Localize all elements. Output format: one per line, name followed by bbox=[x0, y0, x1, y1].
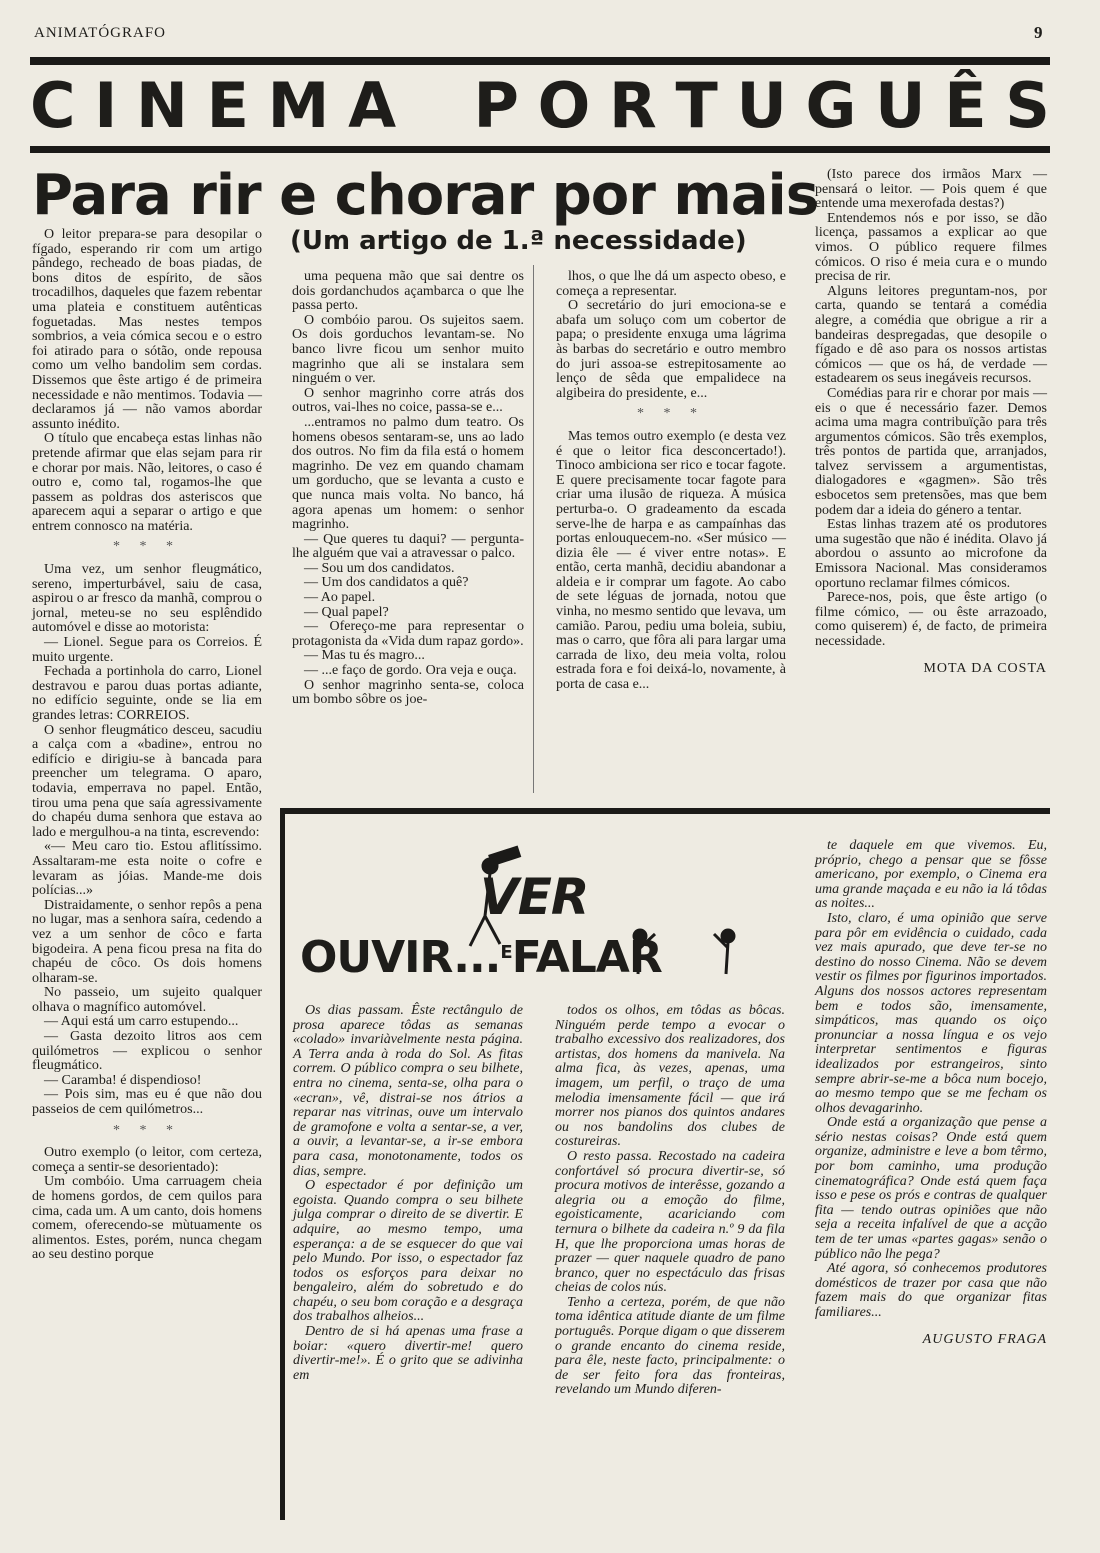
section-title-letter: P bbox=[473, 69, 519, 142]
paragraph: todos os olhos, em tôdas as bôcas. Ninguém perde tempo a evocar o trabalho excessivo dos realizadores, dos artistas, dos homens da manivela. Na alma fica, às vezes, apenas, uma imagem, um perfil, o traço de uma melodia imensamente fácil — que irá morrer nos pianos dos quintos andares ou nos bandolins dos clubes de costureiras. bbox=[555, 1003, 785, 1150]
column-divider bbox=[533, 265, 534, 793]
vofa-title-ouvir: OUVIR... bbox=[300, 932, 501, 983]
paragraph: * * * bbox=[113, 1122, 181, 1138]
paragraph: Parece-nos, pois, que êste artigo (o filme cómico, — ou êste arrazoado, como quiserem) é, de facto, de primeira necessidade. bbox=[815, 590, 1047, 649]
section-title-letter: Ê bbox=[944, 69, 987, 142]
section-title-letter: O bbox=[537, 69, 591, 142]
paragraph: * * * bbox=[637, 406, 705, 422]
section-title-letter: S bbox=[1005, 69, 1050, 142]
section-title-letter: G bbox=[805, 69, 857, 142]
paragraph: O senhor fleugmático desceu, sacudiu a calça com a «badine», entrou no edifício e dirigiu-se à bancada para preencher um telegrama. O aparo, todavia, emperrava no papel. Então, tirou uma pena que saía agressivamente do chapéu duma senhora que estava ao lado e mergulhou-a na tinta, escrevendo: bbox=[32, 722, 262, 840]
section-title-letter: U bbox=[736, 69, 787, 142]
paragraph: Até agora, só conhecemos produtores domésticos de trazer por casa que não fazem mais do que organizar fitas familiares... bbox=[815, 1261, 1047, 1320]
article2-column-2 bbox=[555, 1004, 785, 1398]
vofa-title-e: E bbox=[500, 942, 512, 963]
paragraph: Estas linhas trazem até os produtores uma sugestão que não é inédita. Olavo já abordou o assunto ao microfone da Emissora Nacional. Mas consideramos oportuno reclamar filmes cómicos. bbox=[815, 517, 1047, 591]
paragraph: Isto, claro, é uma opinião que serve para pôr em evidência o cuidado, cada vez mais apurado, que deve ter-se no destino do nosso Cinema. Não se devem vestir os filmes por figurinos importados. Alguns dos nossos actores representam bem e todos são, imensamente, simpáticos, mas quando os oiço pronunciar a nossa língua e os vejo interpretar sentimentos e figuras idealizados por estrangeiros, sinto sempre abrir-se-me a bôca num bocejo, ao mesmo tempo que se me fecham os olhos devagarinho. bbox=[815, 910, 1047, 1116]
section-title-letter: T bbox=[675, 69, 718, 142]
paragraph: O título que encabeça estas linhas não pretende afirmar que elas sejam para rir e chorar por mais. Não, leitores, o caso é outro e, como tal, rogamos-lhe que passem as poldras dos asteriscos que aparecem aqui a separar o artigo e que entrem connosco na matéria. bbox=[32, 431, 262, 534]
paragraph: O resto passa. Recostado na cadeira confortável só procura divertir-se, só procura motivos de interêsse, gozando a alegria ou a emoção do filme, egoisticamente, acariciando com ternura o bilhete da cadeira n.º 9 da fila H, que lhe proporciona umas horas de prazer — quer naquele quadro de pano branco, quer no espectáculo das frisas cheias de colos nús. bbox=[555, 1148, 785, 1296]
paragraph: No passeio, um sujeito qualquer olhava o magnífico automóvel. bbox=[32, 985, 262, 1015]
section-title-letter: M bbox=[267, 69, 330, 142]
paragraph: Os dias passam. Êste rectângulo de prosa aparece tôdas as semanas «colado» invariàvelmente nesta página. A Terra anda à roda do Sol. As fitas correm. O público compra o seu bilhete, entra no cinema, senta-se, olha para o «ecran», vê, distrai-se nos átrios a reparar nas vitrinas, ouve um intervalo de gramofone e volta a sentar-se, a ver, a ouvir, a levantar-se, a ir-se embora para casa, monotonamente, todos os dias, sempre. bbox=[293, 1003, 523, 1179]
figure-head-3 bbox=[722, 930, 734, 942]
masthead-rule bbox=[30, 146, 1050, 153]
vofa-title-line bbox=[300, 932, 662, 983]
section-title-letter: U bbox=[875, 69, 926, 142]
paragraph: O senhor magrinho senta-se, coloca um bombo sôbre os joe- bbox=[292, 677, 524, 708]
article-subheadline: (Um artigo de 1.ª necessidade) bbox=[290, 226, 747, 256]
top-rule bbox=[30, 57, 1050, 65]
paragraph: — Um dos candidatos a quê? bbox=[304, 575, 469, 591]
paragraph: — Que queres tu daqui? — pergunta-lhe alguém que vai a atravessar o palco. bbox=[292, 531, 524, 562]
box-top-rule bbox=[280, 808, 1050, 814]
paragraph: O senhor magrinho corre atrás dos outros, vai-lhes no coice, passa-se e... bbox=[292, 385, 524, 416]
article1-column-1 bbox=[32, 228, 262, 1263]
paragraph: ...entramos no palmo dum teatro. Os homens obesos sentaram-se, uns ao lado dos outros. No fim da fila está o homem magrinho. De vez em quando chamam um gorducho, que se levanta a custo e que nunca mais volta. No banco, há agora apenas um homem: o senhor magrinho. bbox=[292, 414, 524, 533]
paragraph: Outro exemplo (o leitor, com certeza, começa a sentir-se desorientado): bbox=[32, 1145, 262, 1175]
paragraph: — Qual papel? bbox=[304, 604, 389, 620]
paragraph: Dentro de si há apenas uma frase a boiar: «quero divertir-me! quero divertir-me!». É o grito que se adivinha em bbox=[293, 1324, 523, 1383]
paragraph: (Isto parece dos irmãos Marx — pensará o leitor. — Pois quem é que entende uma mexerofada destas?) bbox=[815, 167, 1047, 212]
paragraph: Comédias para rir e chorar por mais — eis o que é necessário fazer. Demos acima uma magra contribuïção para três argumentos cómicos. São três exemplos, três pontos de partida que, arranjados, talvez servissem a argumentistas, dialogadores e «gagmen». São três esbocetos sem pretensões, mas que bem podem dar a ideia do género a tentar. bbox=[815, 385, 1047, 518]
section-title bbox=[30, 70, 1050, 142]
paragraph: * * * bbox=[113, 539, 181, 555]
publication-name: ANIMATÓGRAFO bbox=[34, 25, 167, 41]
paragraph: — ...e faço de gordo. Ora veja e ouça. bbox=[304, 663, 517, 679]
paragraph: — Caramba! é dispendioso! bbox=[44, 1072, 202, 1088]
section-title-letter: I bbox=[94, 69, 118, 142]
section-title-letter: R bbox=[609, 69, 657, 142]
paragraph: Tenho a certeza, porém, de que não toma idêntica atitude diante de um filme português. Porque digam o que disserem o grande encanto do cinema reside, para êle, neste facto, principalmente: o de ser feito fora das fronteiras, revelando um Mundo diferen- bbox=[555, 1294, 785, 1398]
paragraph: Entendemos nós e por isso, se dão licença, passamos a explicar ao que vimos. O público requere filmes cómicos. O riso é meia cura e o mundo precisa de rir. bbox=[815, 210, 1047, 285]
article2-column-1 bbox=[293, 1004, 523, 1383]
paragraph: uma pequena mão que sai dentre os dois gordanchudos açambarca o que lhe passa perto. bbox=[292, 269, 524, 314]
paragraph: O leitor prepara-se para desopilar o fígado, esperando rir com um artigo pândego, recheado de boas piadas, de bons ditos de espírito, de sãos trocadilhos, daqueles que fazem rebentar uma plateia e constituem autênticas foguetadas. Mas nestes tempos sombrios, a veia cómica secou e o estro foi atirado para o sótão, onde repousa como um velho bandolim sem cordas. Dissemos que êste artigo é de primeira necessidade e não mentimos. Todavia — declaramos já — não vamos abordar assunto inédito. bbox=[32, 227, 262, 432]
paragraph: Mas temos outro exemplo (e desta vez é que o leitor fica desconcertado!). Tinoco ambiciona ser rico e tocar fagote. E quere precisamente tocar fagote para criar uma ilusão de riqueza. A música perturba-o. O gradeamento da escada serve-lhe de harpa e as campaínhas das portas enlouquecem-no. «Ser músico — dizia êle — é viver entre notas». E então, certa manhã, decidiu abandonar a aldeia e ir comprar um fagote. Ao cabo de sete léguas de jornada, notou que vinha, no mesmo sentido que levava, um camião. Parou, pediu uma boleia, subiu, mas o carro, que fôra ali para largar uma carrada de lixo, deu meia volta, rolou estrada fora e foi deixá-lo, novamente, à porta de casa e... bbox=[556, 428, 786, 693]
paragraph: — Lionel. Segue para os Correios. É muito urgente. bbox=[32, 635, 262, 665]
paragraph: — Sou um dos candidatos. bbox=[304, 560, 455, 576]
paragraph: Fechada a portinhola do carro, Lionel destravou e parou duas portas adiante, no edifício seguinte, onde se lia em grandes letras: CORREIOS. bbox=[32, 664, 262, 723]
paragraph: — Ao papel. bbox=[304, 590, 376, 606]
article1-column-2 bbox=[292, 270, 524, 708]
article-headline: Para rir e chorar por mais bbox=[32, 163, 819, 228]
vofa-title-falar: FALAR bbox=[511, 932, 662, 983]
paragraph: lhos, o que lhe dá um aspecto obeso, e começa a representar. bbox=[556, 269, 786, 299]
author-signature: AUGUSTO FRAGA bbox=[922, 1331, 1047, 1347]
paragraph: Um combóio. Uma carruagem cheia de homens gordos, de cem quilos para cima, cada um. A um canto, dois homens comem, oferecendo-se mùtuamente os alimentos. Estes, porém, nunca chegam ao seu destino porque bbox=[32, 1174, 262, 1263]
author-signature: MOTA DA COSTA bbox=[923, 660, 1047, 676]
box-left-rule bbox=[280, 808, 285, 1520]
paragraph: Alguns leitores preguntam-nos, por carta, quando se tentará a comédia alegre, a comédia que obrigue a rir a bandeiras despregadas, que desopile o fígado e dê aso para os nossos artistas cómicos — que os há, de verdade — estadearem os seus inegáveis recursos. bbox=[815, 283, 1047, 387]
paragraph: te daquele em que vivemos. Eu, próprio, chego a pensar que se fôsse americano, por exemplo, o Cinema era uma grande maçada e eu não ia lá tôdas as noites... bbox=[815, 838, 1047, 912]
paragraph: — Pois sim, mas eu é que não dou passeios de cem quilómetros... bbox=[32, 1087, 262, 1118]
paragraph: «— Meu caro tio. Estou aflitíssimo. Assaltaram-me esta noite o cofre e levaram as jóias. Mande-me dois polícias...» bbox=[32, 839, 262, 899]
article1-column-4 bbox=[815, 168, 1047, 676]
paragraph: Uma vez, um senhor fleugmático, sereno, imperturbável, saiu de casa, aspirou o ar fresco da manhã, comprou o jornal, meteu-se no seu esplêndido automóvel e disse ao motorista: bbox=[32, 562, 262, 636]
page-number: 9 bbox=[1034, 23, 1043, 42]
paragraph: Distraidamente, o senhor repôs a pena no lugar, mas a senhora saíra, cedendo a vez a um senhor de côco e farta bigodeira. A pena ficou presa na fita do chapéu de côco. Os dois homens olharam-se. bbox=[32, 897, 262, 986]
vofa-title-ver: VER bbox=[480, 868, 589, 926]
paragraph: O secretário do juri emociona-se e abafa um soluço com um cobertor de papa; o presidente enxuga uma lágrima às barbas do secretário e outro membro do juri assoa-se estrepitosamente ao lenço de sêda que empalidece na algibeira do presidente, e... bbox=[556, 298, 786, 401]
paragraph: — Gasta dezoito litros aos cem quilómetros — explicou o senhor fleugmático. bbox=[32, 1029, 262, 1074]
section-title-letter: N bbox=[136, 69, 188, 142]
paragraph: — Ofereço-me para representar o protagonista da «Vida dum rapaz gordo». bbox=[292, 619, 524, 649]
article2-column-3 bbox=[815, 839, 1047, 1347]
paragraph: O espectador é por definição um egoista. Quando compra o seu bilhete julga comprar o direito de se divertir. E adquire, ao mesmo tempo, uma esperança: a de se esquecer do que vai pelo Mundo. Por isso, o espectador faz todos os esforços para deixar no bengaleiro, além do sobretudo e do chapéu, o seu bom coração e a desgraça dos trabalhos alheios... bbox=[293, 1178, 523, 1325]
paragraph: Onde está a organização que pense a sério nestas coisas? Onde está quem organize, administre e leve a bom têrmo, por bom caminho, uma produção cinematográfica? Onde está quem faça isso e pese os prós e contras de qualquer fita — tendo outras opiniões que não seja a receita infalível de que a acção tem de ter umas «partes gagas» senão o público não lhe pega? bbox=[815, 1115, 1047, 1262]
paragraph: O combóio parou. Os sujeitos saem. Os dois gorduchos levantam-se. No banco livre ficou um senhor muito magrinho que ali se instalara sem ninguém o ver. bbox=[292, 312, 524, 387]
paragraph: — Mas tu és magro... bbox=[304, 648, 425, 664]
section-title-letter: A bbox=[348, 69, 397, 142]
paragraph: — Aqui está um carro estupendo... bbox=[44, 1014, 239, 1030]
section-title-letter: E bbox=[206, 69, 249, 142]
article1-column-3 bbox=[556, 270, 786, 693]
section-title-letter: C bbox=[30, 69, 76, 142]
